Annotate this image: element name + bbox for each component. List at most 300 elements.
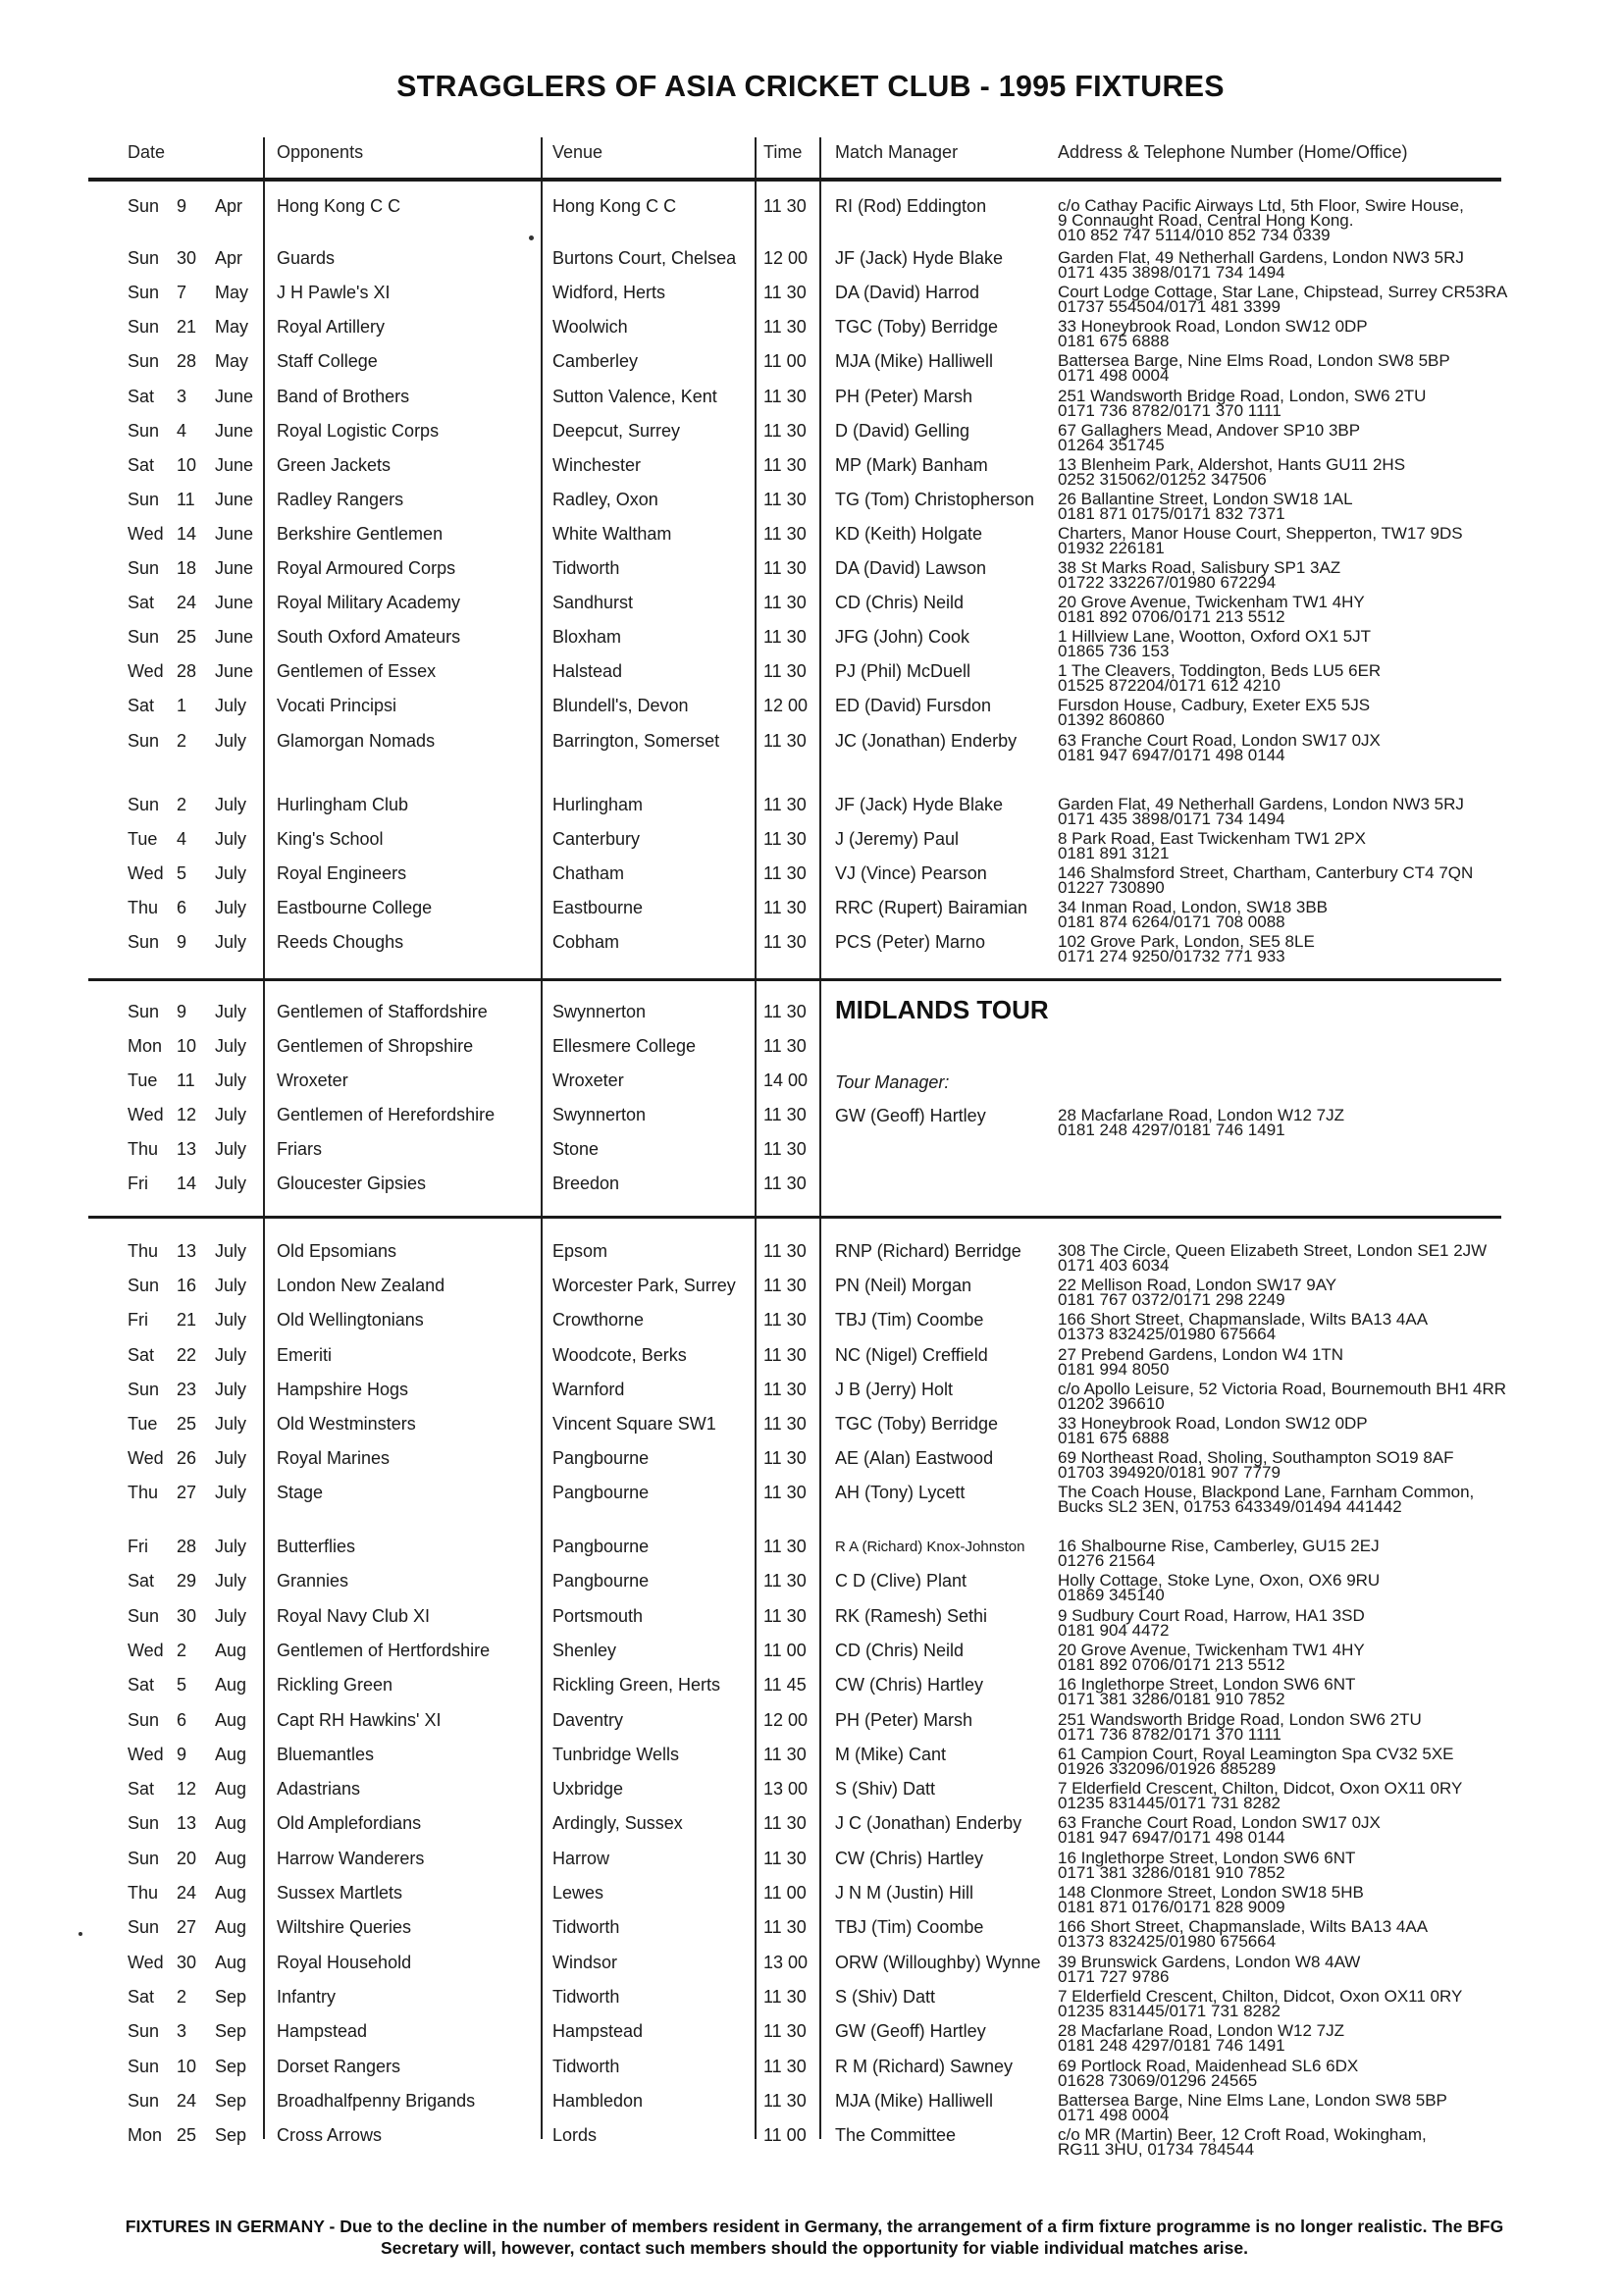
venue-name: Uxbridge xyxy=(552,1779,624,1799)
contact-address xyxy=(1058,1919,1428,1949)
opponent-name: Reeds Choughs xyxy=(277,932,404,952)
germany-footnote: FIXTURES IN GERMANY - Due to the decline in the number of members resident in Germany, the arrangement of a firm fixture programme is no longer realistic. The BFG Secretary will, however, contact such members should the opportunity for viable individual matches arise. xyxy=(125,2217,1504,2258)
date-month: July xyxy=(215,829,247,849)
venue-name: Deepcut, Surrey xyxy=(552,421,681,441)
table-row xyxy=(0,696,1621,729)
address-line: 33 Honeybrook Road, London SW12 0DP xyxy=(1058,317,1368,336)
start-time: 11 30 xyxy=(763,1345,807,1365)
contact-address xyxy=(1058,1485,1474,1514)
date-day: 28 xyxy=(177,351,197,371)
address-line: 102 Grove Park, London, SE5 8LE xyxy=(1058,932,1315,951)
table-row xyxy=(0,1813,1621,1847)
start-time: 11 30 xyxy=(763,1139,807,1159)
match-manager: VJ (Vince) Pearson xyxy=(835,863,987,883)
contact-address xyxy=(1058,629,1371,658)
opponent-name: Royal Engineers xyxy=(277,863,407,883)
contact-address xyxy=(1058,1573,1380,1602)
address-line: Fursdon House, Cadbury, Exeter EX5 5JS xyxy=(1058,696,1371,714)
contact-address xyxy=(1058,492,1353,521)
match-manager: CW (Chris) Hartley xyxy=(835,1675,983,1695)
contact-address xyxy=(1058,457,1405,487)
tour-manager-name: GW (Geoff) Hartley xyxy=(835,1106,986,1125)
table-row xyxy=(0,1606,1621,1640)
date-month: Sep xyxy=(215,2125,247,2145)
address-line: 16 Inglethorpe Street, London SW6 6NT xyxy=(1058,1849,1356,1867)
venue-name: Worcester Park, Surrey xyxy=(552,1276,736,1295)
date-month: June xyxy=(215,661,254,681)
date-weekday: Sun xyxy=(128,627,160,647)
phone-line: 01373 832425/01980 675664 xyxy=(1058,1325,1277,1343)
phone-line: 01525 872204/0171 612 4210 xyxy=(1058,676,1281,695)
date-month: June xyxy=(215,387,254,406)
start-time: 11 30 xyxy=(763,898,807,917)
date-month: July xyxy=(215,1380,247,1399)
date-weekday: Tue xyxy=(128,829,158,849)
date-day: 1 xyxy=(177,696,187,715)
phone-line: 01276 21564 xyxy=(1058,1551,1156,1570)
start-time: 11 30 xyxy=(763,731,807,751)
phone-line: 0181 248 4297/0181 746 1491 xyxy=(1058,1121,1285,1139)
match-manager: M (Mike) Cant xyxy=(835,1745,947,1764)
match-manager: S (Shiv) Datt xyxy=(835,1779,936,1799)
venue-name: Woodcote, Berks xyxy=(552,1345,687,1365)
date-month: May xyxy=(215,317,249,337)
date-day: 30 xyxy=(177,248,197,268)
venue-name: Breedon xyxy=(552,1174,620,1193)
table-row xyxy=(0,351,1621,385)
contact-address xyxy=(1058,1278,1336,1307)
venue-name: Hurlingham xyxy=(552,795,644,814)
match-manager: JC (Jonathan) Enderby xyxy=(835,731,1018,751)
phone-line: 0181 892 0706/0171 213 5512 xyxy=(1058,1655,1285,1674)
start-time: 11 30 xyxy=(763,1483,807,1502)
opponent-name: Royal Military Academy xyxy=(277,593,461,612)
start-time: 11 30 xyxy=(763,317,807,337)
contact-address xyxy=(1058,1382,1506,1411)
opponent-name: Sussex Martlets xyxy=(277,1883,403,1903)
table-row xyxy=(0,1779,1621,1812)
date-weekday: Sun xyxy=(128,490,160,509)
date-weekday: Fri xyxy=(128,1310,148,1330)
table-row xyxy=(0,558,1621,592)
start-time: 11 30 xyxy=(763,1571,807,1591)
opponent-name: J H Pawle's XI xyxy=(277,283,391,302)
date-weekday: Sat xyxy=(128,387,155,406)
date-weekday: Sun xyxy=(128,731,160,751)
venue-name: Pangbourne xyxy=(552,1571,650,1591)
start-time: 11 00 xyxy=(763,2125,807,2145)
date-month: July xyxy=(215,1571,247,1591)
address-line: Court Lodge Cottage, Star Lane, Chipstead, Surrey CR53RA xyxy=(1058,283,1508,301)
date-day: 13 xyxy=(177,1813,197,1833)
opponent-name: Gentlemen of Herefordshire xyxy=(277,1105,496,1124)
phone-line: 0181 904 4472 xyxy=(1058,1621,1170,1640)
contact-address xyxy=(1058,389,1426,418)
column-header-date: Date xyxy=(128,142,166,162)
opponent-name: Guards xyxy=(277,248,336,268)
contact-address xyxy=(1058,423,1360,452)
phone-line: RG11 3HU, 01734 784544 xyxy=(1058,2140,1255,2159)
table-row xyxy=(0,1917,1621,1951)
date-month: July xyxy=(215,696,247,715)
date-month: July xyxy=(215,1276,247,1295)
opponent-name: Gentlemen of Shropshire xyxy=(277,1036,474,1056)
date-weekday: Sun xyxy=(128,283,160,302)
table-row xyxy=(0,421,1621,454)
phone-line: 01202 396610 xyxy=(1058,1394,1165,1413)
table-row xyxy=(0,1414,1621,1447)
contact-address xyxy=(1058,2127,1427,2157)
table-row xyxy=(0,1276,1621,1309)
opponent-name: Bluemantles xyxy=(277,1745,375,1764)
phone-line: 0171 403 6034 xyxy=(1058,1256,1170,1275)
match-manager: MJA (Mike) Halliwell xyxy=(835,351,994,371)
phone-line: 0252 315062/01252 347506 xyxy=(1058,470,1267,489)
address-line: 22 Mellison Road, London SW17 9AY xyxy=(1058,1276,1337,1294)
phone-line: 0171 381 3286/0181 910 7852 xyxy=(1058,1863,1285,1882)
date-month: July xyxy=(215,1070,247,1090)
date-day: 12 xyxy=(177,1779,197,1799)
date-day: 26 xyxy=(177,1448,197,1468)
contact-address xyxy=(1058,1815,1381,1845)
date-weekday: Sun xyxy=(128,317,160,337)
column-header-time: Time xyxy=(763,142,803,162)
date-day: 24 xyxy=(177,1883,197,1903)
date-weekday: Sun xyxy=(128,1710,160,1730)
match-manager: J B (Jerry) Holt xyxy=(835,1380,954,1399)
table-row xyxy=(0,1849,1621,1882)
date-month: Apr xyxy=(215,248,243,268)
start-time: 11 30 xyxy=(763,1380,807,1399)
table-row xyxy=(0,863,1621,897)
address-line: 20 Grove Avenue, Twickenham TW1 4HY xyxy=(1058,1641,1365,1659)
opponent-name: Green Jackets xyxy=(277,455,392,475)
start-time: 11 00 xyxy=(763,351,807,371)
address-line: Battersea Barge, Nine Elms Road, London SW8 5BP xyxy=(1058,351,1450,370)
match-manager: J N M (Justin) Hill xyxy=(835,1883,974,1903)
opponent-name: Berkshire Gentlemen xyxy=(277,524,444,544)
phone-line: 0171 736 8782/0171 370 1111 xyxy=(1058,401,1281,420)
match-manager: ORW (Willoughby) Wynne xyxy=(835,1953,1041,1972)
table-row xyxy=(0,387,1621,420)
start-time: 12 00 xyxy=(763,248,809,268)
phone-line: 01264 351745 xyxy=(1058,436,1165,454)
date-month: July xyxy=(215,1537,247,1556)
date-day: 28 xyxy=(177,661,197,681)
phone-line: 0181 675 6888 xyxy=(1058,1429,1170,1447)
venue-name: Wroxeter xyxy=(552,1070,624,1090)
match-manager: PH (Peter) Marsh xyxy=(835,387,973,406)
table-row xyxy=(0,1345,1621,1379)
venue-name: Hambledon xyxy=(552,2091,644,2111)
table-row xyxy=(0,932,1621,965)
match-manager: R A (Richard) Knox-Johnston xyxy=(835,1539,1025,1555)
midlands-tour-heading: MIDLANDS TOUR xyxy=(835,995,1049,1024)
phone-line: 0171 274 9250/01732 771 933 xyxy=(1058,947,1285,965)
tour-manager-label: Tour Manager: xyxy=(835,1072,950,1092)
match-manager: CD (Chris) Neild xyxy=(835,593,965,612)
venue-name: Shenley xyxy=(552,1641,617,1660)
venue-name: Portsmouth xyxy=(552,1606,644,1626)
venue-name: Tidworth xyxy=(552,2057,620,2076)
date-month: Aug xyxy=(215,1779,247,1799)
address-line: 27 Prebend Gardens, London W4 1TN xyxy=(1058,1345,1344,1364)
phone-line: 0171 381 3286/0181 910 7852 xyxy=(1058,1690,1285,1708)
venue-name: Tidworth xyxy=(552,1917,620,1937)
date-month: Sep xyxy=(215,2021,247,2041)
table-row xyxy=(0,1641,1621,1674)
opponent-name: Adastrians xyxy=(277,1779,361,1799)
date-weekday: Thu xyxy=(128,1883,159,1903)
phone-line: 0171 498 0004 xyxy=(1058,366,1170,385)
start-time: 11 30 xyxy=(763,1105,807,1124)
date-month: July xyxy=(215,898,247,917)
address-line: 28 Macfarlane Road, London W12 7JZ xyxy=(1058,1106,1345,1124)
contact-address xyxy=(1058,1643,1365,1672)
table-row xyxy=(0,1537,1621,1570)
table-row xyxy=(0,829,1621,862)
address-line: c/o Apollo Leisure, 52 Victoria Road, Bournemouth BH1 4RR xyxy=(1058,1380,1507,1398)
opponent-name: South Oxford Amateurs xyxy=(277,627,461,647)
address-line: 67 Gallaghers Mead, Andover SP10 3BP xyxy=(1058,421,1361,440)
date-day: 25 xyxy=(177,1414,197,1434)
phone-line: 0181 891 3121 xyxy=(1058,844,1170,862)
address-line: 39 Brunswick Gardens, London W8 4AW xyxy=(1058,1953,1361,1971)
date-weekday: Sun xyxy=(128,248,160,268)
contact-address xyxy=(1058,1243,1487,1273)
table-row xyxy=(0,1448,1621,1482)
venue-name: Swynnerton xyxy=(552,1105,647,1124)
match-manager: AE (Alan) Eastwood xyxy=(835,1448,994,1468)
start-time: 11 30 xyxy=(763,593,807,612)
start-time: 11 30 xyxy=(763,558,807,578)
date-month: May xyxy=(215,351,249,371)
date-day: 13 xyxy=(177,1241,197,1261)
date-month: July xyxy=(215,1448,247,1468)
phone-line: 01926 332096/01926 885289 xyxy=(1058,1759,1277,1778)
start-time: 11 00 xyxy=(763,1641,807,1660)
venue-name: Blundell's, Devon xyxy=(552,696,689,715)
table-row xyxy=(0,1987,1621,2020)
date-day: 11 xyxy=(177,490,195,509)
date-month: July xyxy=(215,1036,247,1056)
contact-address xyxy=(1058,865,1473,895)
date-day: 16 xyxy=(177,1276,197,1295)
match-manager: AH (Tony) Lycett xyxy=(835,1483,966,1502)
phone-line: 0181 892 0706/0171 213 5512 xyxy=(1058,607,1285,626)
phone-line: 0181 871 0176/0171 828 9009 xyxy=(1058,1898,1285,1916)
opponent-name: London New Zealand xyxy=(277,1276,445,1295)
date-day: 5 xyxy=(177,1675,187,1695)
venue-name: Bloxham xyxy=(552,627,622,647)
date-day: 9 xyxy=(177,1002,187,1021)
opponent-name: Hampstead xyxy=(277,2021,368,2041)
address-line: Holly Cottage, Stoke Lyne, Oxon, OX6 9RU xyxy=(1058,1571,1381,1590)
address-line: 69 Northeast Road, Sholing, Southampton SO19 8AF xyxy=(1058,1448,1454,1467)
date-weekday: Wed xyxy=(128,863,164,883)
date-day: 6 xyxy=(177,1710,187,1730)
table-row xyxy=(0,1745,1621,1778)
date-month: Aug xyxy=(215,1813,247,1833)
date-day: 7 xyxy=(177,283,187,302)
contact-address xyxy=(1058,1450,1454,1480)
table-row xyxy=(0,1174,1621,1207)
table-row xyxy=(0,898,1621,931)
date-month: Aug xyxy=(215,1849,247,1868)
opponent-name: Vocati Principsi xyxy=(277,696,397,715)
venue-name: Rickling Green, Herts xyxy=(552,1675,721,1695)
phone-line: Bucks SL2 3EN, 01753 643349/01494 441442 xyxy=(1058,1497,1402,1516)
venue-name: Stone xyxy=(552,1139,600,1159)
table-row xyxy=(0,248,1621,282)
date-weekday: Sun xyxy=(128,1849,160,1868)
date-weekday: Sun xyxy=(128,2091,160,2111)
date-month: July xyxy=(215,1606,247,1626)
date-day: 4 xyxy=(177,829,187,849)
venue-name: Lords xyxy=(552,2125,598,2145)
date-month: July xyxy=(215,1002,247,1021)
address-line: 20 Grove Avenue, Twickenham TW1 4HY xyxy=(1058,593,1365,611)
table-row xyxy=(0,2057,1621,2090)
match-manager: CD (Chris) Neild xyxy=(835,1641,965,1660)
table-row xyxy=(0,1953,1621,1986)
date-weekday: Thu xyxy=(128,1483,159,1502)
venue-name: Tunbridge Wells xyxy=(552,1745,680,1764)
address-line: 61 Campion Court, Royal Leamington Spa CV32 5XE xyxy=(1058,1745,1454,1763)
start-time: 11 30 xyxy=(763,829,807,849)
date-month: July xyxy=(215,1174,247,1193)
venue-name: Crowthorne xyxy=(552,1310,645,1330)
date-month: Apr xyxy=(215,196,243,216)
venue-name: Winchester xyxy=(552,455,642,475)
match-manager: The Committee xyxy=(835,2125,957,2145)
date-month: June xyxy=(215,593,254,612)
start-time: 11 00 xyxy=(763,1883,807,1903)
column-header-address: Address & Telephone Number (Home/Office) xyxy=(1058,142,1408,162)
venue-name: Hampstead xyxy=(552,2021,644,2041)
phone-line: 0181 874 6264/0171 708 0088 xyxy=(1058,913,1285,931)
start-time: 11 30 xyxy=(763,661,807,681)
venue-name: Daventry xyxy=(552,1710,624,1730)
match-manager: S (Shiv) Datt xyxy=(835,1987,936,2007)
contact-address xyxy=(1058,1712,1422,1742)
opponent-name: Radley Rangers xyxy=(277,490,404,509)
date-month: May xyxy=(215,283,249,302)
contact-address xyxy=(1058,526,1463,555)
start-time: 13 00 xyxy=(763,1953,809,1972)
date-day: 10 xyxy=(177,455,197,475)
date-day: 28 xyxy=(177,1537,197,1556)
table-row xyxy=(0,317,1621,350)
phone-line: 0171 435 3898/0171 734 1494 xyxy=(1058,809,1285,828)
phone-line: 01227 730890 xyxy=(1058,878,1165,897)
start-time: 11 30 xyxy=(763,421,807,441)
start-time: 11 30 xyxy=(763,1537,807,1556)
date-month: Sep xyxy=(215,2057,247,2076)
table-row xyxy=(0,524,1621,557)
address-line: 251 Wandsworth Bridge Road, London SW6 2TU xyxy=(1058,1710,1422,1729)
start-time: 11 30 xyxy=(763,2057,807,2076)
phone-line: 0181 947 6947/0171 498 0144 xyxy=(1058,1828,1285,1847)
contact-address xyxy=(1058,285,1507,314)
date-month: July xyxy=(215,1483,247,1502)
start-time: 11 30 xyxy=(763,1174,807,1193)
venue-name: Canterbury xyxy=(552,829,641,849)
start-time: 11 30 xyxy=(763,863,807,883)
address-line: 13 Blenheim Park, Aldershot, Hants GU11 2HS xyxy=(1058,455,1406,474)
phone-line: 0171 727 9786 xyxy=(1058,1967,1170,1986)
date-day: 21 xyxy=(177,1310,197,1330)
match-manager: DA (David) Lawson xyxy=(835,558,987,578)
contact-address xyxy=(1058,934,1315,964)
phone-line: 01865 736 153 xyxy=(1058,642,1170,660)
match-manager: TG (Tom) Christopherson xyxy=(835,490,1035,509)
start-time: 11 30 xyxy=(763,1606,807,1626)
date-weekday: Tue xyxy=(128,1414,158,1434)
opponent-name: Royal Artillery xyxy=(277,317,386,337)
venue-name: Swynnerton xyxy=(552,1002,647,1021)
opponent-name: Royal Marines xyxy=(277,1448,391,1468)
date-month: June xyxy=(215,627,254,647)
address-line: Battersea Barge, Nine Elms Lane, London SW8 5BP xyxy=(1058,2091,1447,2110)
match-manager: ED (David) Fursdon xyxy=(835,696,992,715)
start-time: 11 30 xyxy=(763,1414,807,1434)
contact-address xyxy=(1058,1955,1360,1984)
start-time: 11 30 xyxy=(763,1849,807,1868)
contact-address xyxy=(1058,250,1464,280)
start-time: 11 30 xyxy=(763,795,807,814)
phone-line: 01392 860860 xyxy=(1058,710,1165,729)
contact-address xyxy=(1058,1312,1428,1341)
date-month: July xyxy=(215,932,247,952)
opponent-name: Gentlemen of Staffordshire xyxy=(277,1002,488,1021)
date-weekday: Sun xyxy=(128,932,160,952)
contact-address xyxy=(1058,1989,1462,2018)
venue-name: White Waltham xyxy=(552,524,672,544)
date-day: 13 xyxy=(177,1139,197,1159)
date-month: June xyxy=(215,558,254,578)
date-month: Aug xyxy=(215,1917,247,1937)
address-line: 146 Shalmsford Street, Chartham, Canterbury CT4 7QN xyxy=(1058,863,1474,882)
date-day: 20 xyxy=(177,1849,197,1868)
date-day: 3 xyxy=(177,2021,187,2041)
phone-line: 01235 831445/0171 731 8282 xyxy=(1058,1794,1281,1812)
venue-name: Ardingly, Sussex xyxy=(552,1813,683,1833)
tour-manager-address xyxy=(1058,1108,1344,1137)
match-manager: RRC (Rupert) Bairamian xyxy=(835,898,1028,917)
contact-address xyxy=(1058,560,1340,590)
date-day: 9 xyxy=(177,1745,187,1764)
venue-name: Sandhurst xyxy=(552,593,634,612)
start-time: 11 30 xyxy=(763,1241,807,1261)
date-weekday: Sat xyxy=(128,1571,155,1591)
start-time: 11 30 xyxy=(763,1813,807,1833)
opponent-name: Old Amplefordians xyxy=(277,1813,422,1833)
venue-name: Cobham xyxy=(552,932,620,952)
contact-address xyxy=(1058,1347,1343,1377)
match-manager: PH (Peter) Marsh xyxy=(835,1710,973,1730)
opponent-name: Infantry xyxy=(277,1987,337,2007)
opponent-name: Old Epsomians xyxy=(277,1241,397,1261)
date-month: July xyxy=(215,731,247,751)
match-manager: JFG (John) Cook xyxy=(835,627,970,647)
date-weekday: Sat xyxy=(128,455,155,475)
match-manager: CW (Chris) Hartley xyxy=(835,1849,983,1868)
address-line: c/o Cathay Pacific Airways Ltd, 5th Floor, Swire House, xyxy=(1058,196,1464,215)
date-month: Aug xyxy=(215,1641,247,1660)
match-manager: MJA (Mike) Halliwell xyxy=(835,2091,994,2111)
start-time: 11 30 xyxy=(763,1745,807,1764)
